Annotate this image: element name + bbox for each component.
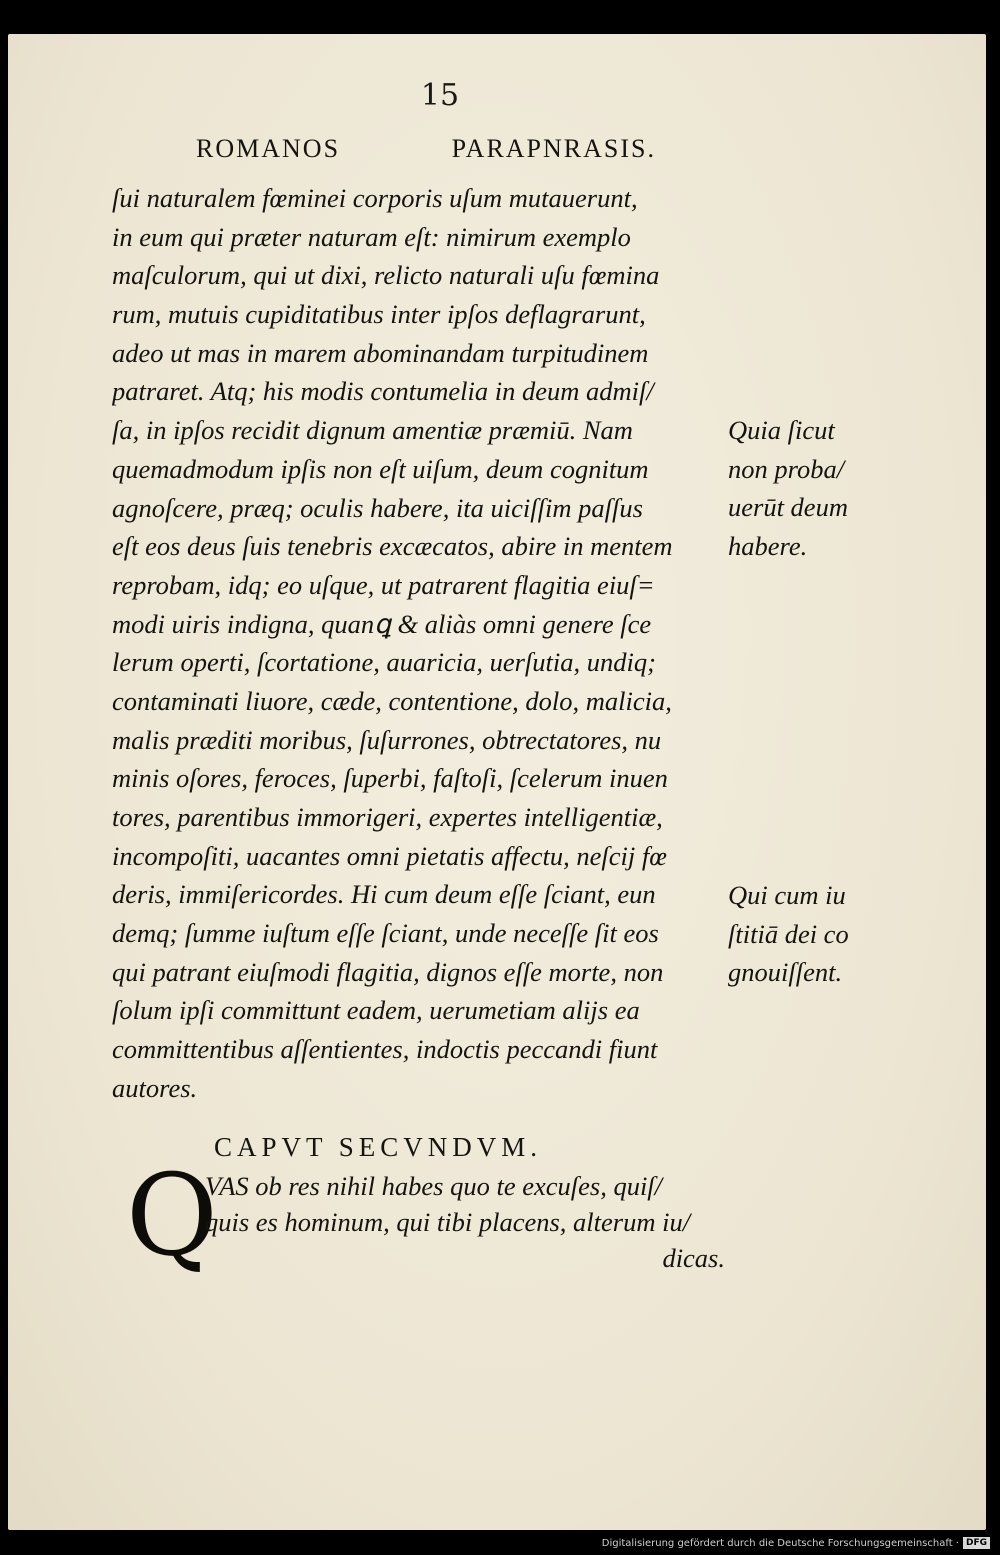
text-line: autores. [112, 1072, 198, 1103]
running-head-right: PARAPNRASIS. [451, 134, 656, 163]
text-line: qui patrant eiuſmodi flagitia, dignos eſſe morte, non [112, 956, 664, 987]
text-line: demq; ſumme iuſtum eſſe ſciant, unde neceſſe ſit eos [112, 918, 659, 949]
text-line: committentibus aſſentientes, indoctis peccandi fiunt [112, 1034, 658, 1065]
text-line: dicas. [662, 1243, 725, 1273]
margin-note-line: ſtitiā dei co [728, 918, 849, 949]
text-line: rum, mutuis cupiditatibus inter ipſos deflagrarunt, [112, 299, 646, 330]
text-line: tores, parentibus immorigeri, expertes intelligentiæ, [112, 802, 663, 832]
text-line: VAS ob res nihil habes quo te excuſes, quiſ/ [205, 1171, 663, 1201]
text-line: deris, immiſericordes. Hi cum deum eſſe ſciant, eun [112, 879, 656, 910]
text-line: quis es hominum, qui tibi placens, alterum iu/ [205, 1207, 691, 1237]
margin-note-line: Quia ſicut [728, 415, 835, 445]
dfg-logo: DFG [963, 1537, 990, 1549]
text-line: malis præditi moribus, ſuſurrones, obtrectatores, nu [112, 724, 662, 755]
text-line: lerum operti, ſcortatione, auaricia, uerſutia, undiq; [112, 647, 656, 678]
margin-note-2 [728, 876, 878, 992]
text-line: ſolum ipſi committunt eadem, uerumetiam alijs ea [112, 995, 640, 1026]
text-line: minis oſores, feroces, ſuperbi, faſtoſi, ſcelerum inuen [112, 763, 668, 794]
body-text [112, 179, 727, 1108]
running-head [196, 134, 656, 164]
running-head-left: ROMANOS [196, 134, 341, 163]
text-line: modi uiris indigna, quanꝗ & aliàs omni genere ſce [112, 608, 652, 639]
text-line: patraret. Atq; his modis contumelia in deum admiſ/ [112, 376, 654, 407]
book-page [8, 34, 986, 1530]
text-line: contaminati liuore, cæde, contentione, dolo, malicia, [112, 685, 672, 716]
text-line: ſa, in ipſos recidit dignum amentiæ præmiū. Nam [112, 415, 633, 446]
margin-note-line: non proba/ [728, 453, 845, 484]
margin-note-1 [728, 411, 878, 566]
margin-note-line: gnouiſſent. [728, 957, 843, 988]
decorated-initial: Q [126, 1151, 218, 1281]
digitization-credit [602, 1537, 990, 1549]
margin-note-line: Qui cum iu [728, 880, 846, 910]
text-line: ſui naturalem fœminei corporis uſum mutauerunt, [112, 183, 638, 213]
margin-note-line: habere. [728, 531, 808, 562]
text-line: reprobam, idq; eo uſque, ut patrarent flagitia eiuſ= [112, 569, 655, 600]
text-line: incompoſiti, uacantes omni pietatis affectu, neſcij fœ [112, 840, 667, 871]
text-line: adeo ut mas in marem abominandam turpitudinem [112, 337, 649, 368]
text-line: quemadmodum ipſis non eſt uiſum, deum cognitum [112, 453, 649, 484]
chapter-heading: CAPVT SECVNDVM. [214, 1132, 543, 1162]
chapter-opening-text [205, 1168, 745, 1276]
text-line: agnoſcere, præq; oculis habere, ita uiciſſim paſſus [112, 492, 643, 523]
text-line: maſculorum, qui ut dixi, relicto naturali uſu fœmina [112, 260, 660, 291]
text-line: in eum qui præter naturam eſt: nimirum exemplo [112, 221, 631, 252]
folio-number: 15 [420, 78, 460, 113]
text-line: eſt eos deus ſuis tenebris excæcatos, abire in mentem [112, 531, 673, 562]
credit-text: Digitalisierung gefördert durch die Deutsche Forschungsgemeinschaft · [601, 1537, 959, 1549]
margin-note-line: uerūt deum [728, 492, 848, 523]
